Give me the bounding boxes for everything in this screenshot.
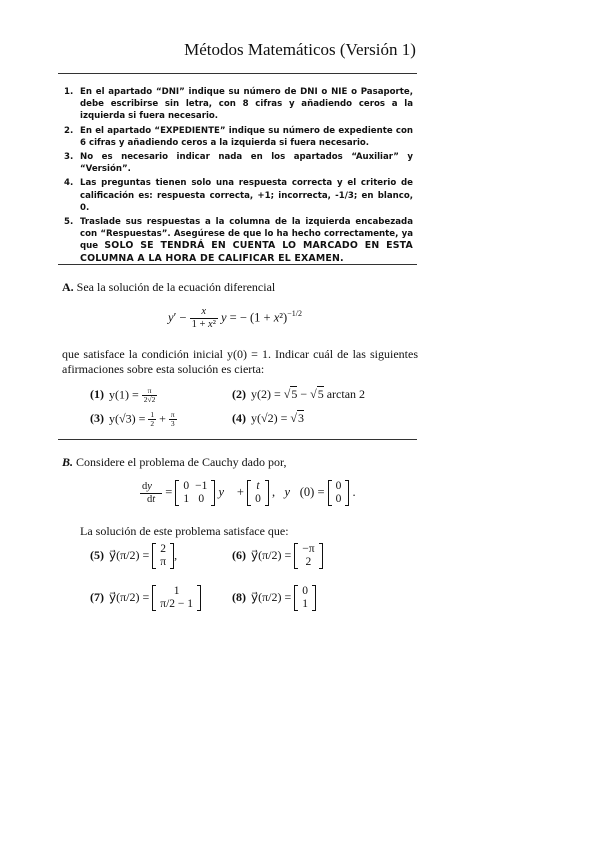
option-1: (1) y(1) = $\frac{\pi}{2√2}$	[90, 386, 156, 404]
option-5: (5) y⃗(π/2) = 2 π ,	[90, 543, 178, 568]
instruction-item: 2. En el apartado “EXPEDIENTE” indique su número de expediente con 6 cifras y añadiendo ceros a la izquierda si fuera necesario.	[64, 125, 413, 148]
option-8: (8) y⃗(π/2) = 0 1	[232, 585, 316, 611]
option-7: (7) y⃗(π/2) = 1 π/2 − 1	[90, 585, 201, 611]
divider	[58, 73, 417, 74]
option-4: (4) y(√2) = √3	[232, 411, 304, 425]
page-title: Métodos Matemáticos (Versión 1)	[184, 40, 416, 59]
instruction-item: 1. En el apartado “DNI” indique su número de DNI o NIE o Pasaporte, debe escribirse sin letra, con 8 cifras y añadiendo ceros a la izquierda si fuera necesario.	[64, 87, 413, 122]
divider	[58, 264, 417, 265]
problem-b-intro: B. Considere el problema de Cauchy dado por,	[62, 455, 287, 469]
problem-a-condition: que satisface la condición inicial y(0) = 1. Indicar cuál de las siguientes afirmaciones sobre esta solución es cierta:	[62, 347, 418, 376]
option-3: (3) y(√3) = $\frac{1}{2}$ + $\frac{\pi}{3}$	[90, 410, 175, 428]
differential-equation: y′ − $\frac{x}{\text{1 + x²}}$ y = − $(1 + x^2)^{-1/2}$	[168, 306, 302, 330]
instruction-item: 4. Las preguntas tienen solo una respuesta correcta y el criterio de calificación es: respuesta correcta, +1; incorrecta, -1/3; en blanco, 0.	[64, 178, 413, 213]
instructions-list	[58, 86, 413, 267]
problem-a-intro: A. Sea la solución de la ecuación diferencial	[62, 280, 276, 294]
warning-text: SOLO SE TENDRÁ EN CUENTA LO MARCADO EN ESTA COLUMNA A LA HORA DE CALIFICAR EL EXAMEN.	[80, 240, 413, 264]
instruction-item: 3. No es necesario indicar nada en los apartados “Auxiliar” y “Versión”.	[64, 152, 413, 175]
option-6: (6) y⃗(π/2) = −π 2	[232, 543, 323, 569]
problem-b-after: La solución de este problema satisface que:	[80, 524, 289, 538]
option-2: (2) y(2) = √5 − √5 arctan 2	[232, 387, 366, 401]
cauchy-system: $\frac{dy⃗}{dt}$ = 0 −1 1 0 y⃗ + t 0 , y⃗(0) = 0 0 .	[142, 480, 356, 505]
divider	[58, 439, 417, 440]
instruction-item: 5. Traslade sus respuestas a la columna de la izquierda encabezada con “Respuestas”. Asegúrese de que lo ha hecho correctamente, ya que SOLO SE TENDRÁ EN CUENTA LO MARCADO EN ESTA COLUMNA A LA HORA DE CALIFICAR EL EXAMEN.	[64, 217, 413, 264]
